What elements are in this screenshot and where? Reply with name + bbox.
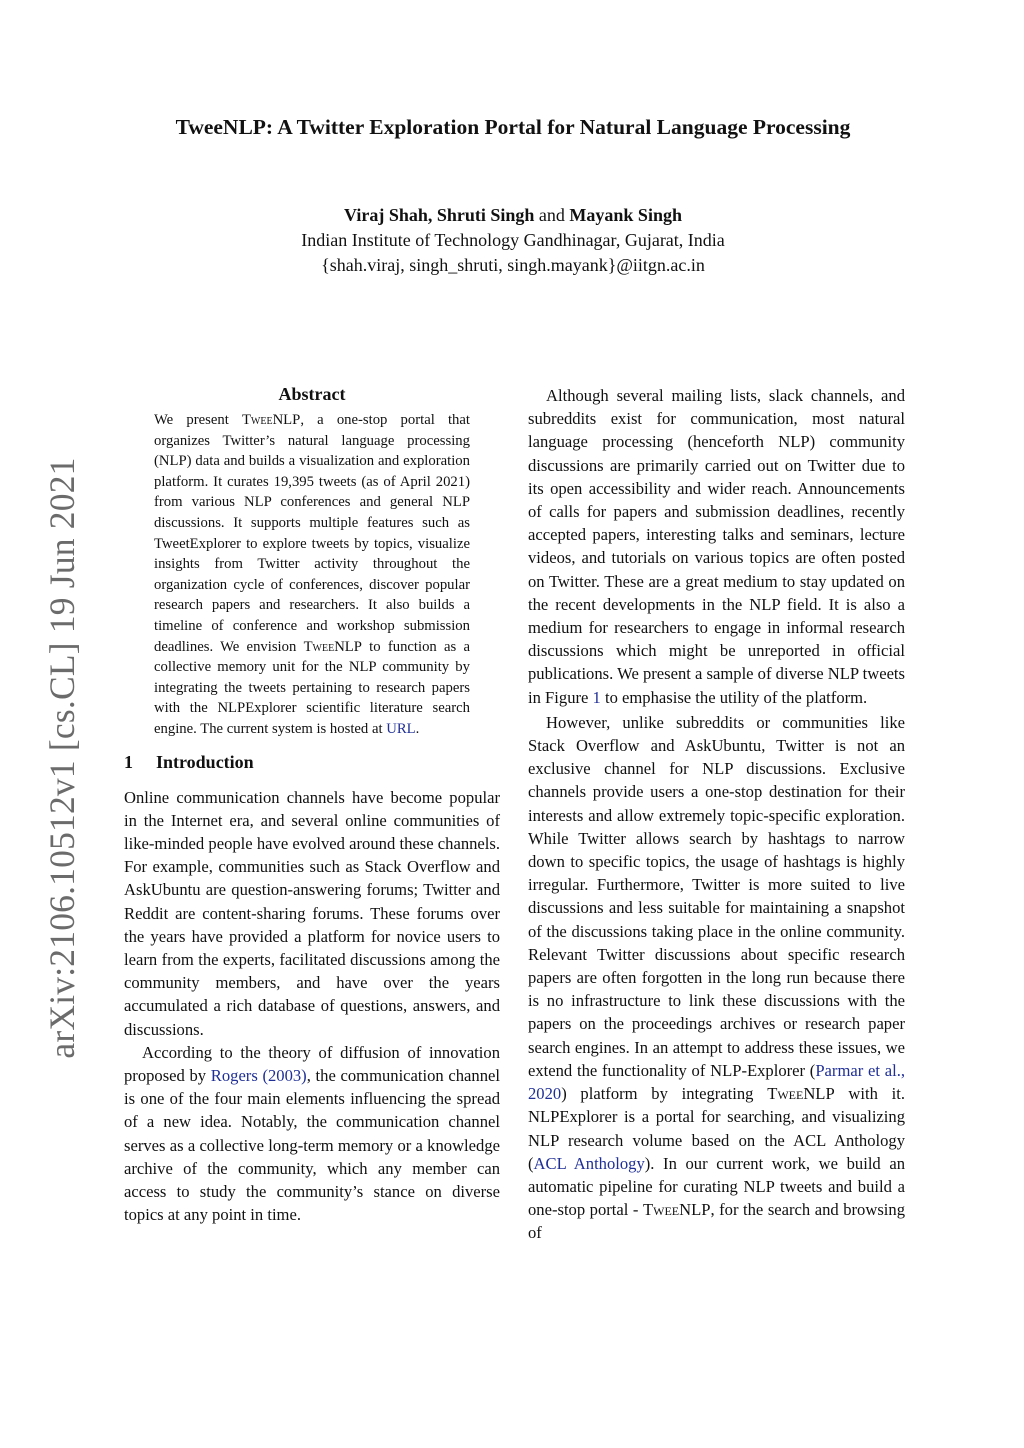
figure-ref[interactable]: 1 — [592, 687, 601, 707]
right-paragraph-1 — [528, 384, 905, 709]
affiliation: Indian Institute of Technology Gandhinagar, Gujarat, India — [301, 230, 725, 250]
right-text-part: ). In our current work, we build an automatic pipeline for curating NLP tweets and build a one-stop portal - — [528, 1153, 905, 1220]
left-column — [124, 382, 500, 1226]
author-names — [100, 203, 926, 228]
right-column — [528, 384, 905, 1245]
intro-paragraph-1: Online communication channels have become popular in the Internet era, and several online communities of like-minded people have evolved around these channels. For example, communities such as Stack Overflow and AskUbuntu are question-answering forums; Twitter and Reddit are content-sharing forums. These forums over the years have provided a platform for novice users to learn from the experts, facilitated discussions among the community members, and have over the years accumulated a rich database of questions, answers, and discussions. — [124, 787, 500, 1039]
authors-last: Mayank Singh — [569, 205, 682, 225]
tweenlp-name: TweeNLP — [303, 638, 362, 655]
abstract-text-part: We present — [154, 412, 242, 428]
right-text-part: ) platform by integrating — [561, 1084, 768, 1104]
tweenlp-name: TweeNLP — [241, 412, 301, 428]
tweenlp-name: TweeNLP — [642, 1200, 711, 1220]
right-text-part: with it. NLPExplorer is a portal for searching, and visualizing NLP research volume based on the ACL Anthology ( — [528, 1084, 905, 1173]
intro-text-part: , the communication channel is one of the four main elements influencing the spread of a new idea. Notably, the communication channel serves as a collective long-term memory or a knowledge archive of the community, which any member can access to study the community’s stance on diverse topics at any point in time. — [124, 1065, 500, 1225]
right-paragraph-2 — [528, 711, 905, 1245]
url-link[interactable]: URL — [386, 720, 416, 737]
abstract-heading: Abstract — [278, 384, 346, 404]
right-text-part: Although several mailing lists, slack channels, and subreddits exist for communication, most natural language processing (henceforth NLP) community discussions are primarily carried out on Twitter due to its open accessibility and wider reach. Announcements of calls for papers and submission deadlines, recently accepted papers, interesting talks and seminars, lecture videos, and tutorials on various topics are often posted on Twitter. These are a great medium to stay updated on the recent developments in the NLP field. It is also a medium for researchers to engage in informal research discussions which might be unreported in official publications. We present a sample of diverse NLP tweets in Figure — [528, 386, 905, 707]
authors-first: Viraj Shah, Shruti Singh — [344, 205, 535, 225]
right-text-part: , for the search and browsing of — [528, 1200, 905, 1243]
authors-and: and — [538, 205, 565, 225]
arxiv-stamp — [36, 457, 88, 1059]
section-number: 1 — [124, 751, 133, 772]
right-text-part: to emphasise the utility of the platform. — [600, 687, 868, 707]
section-title: Introduction — [156, 751, 254, 772]
abstract-text-part: to function as a collective memory unit for the NLP community by integrating the tweets pertaining to research papers with the NLPExplorer scientific literature search engine. The current system is hosted at — [154, 638, 470, 737]
abstract-text-part: . — [415, 720, 420, 737]
citation-rogers[interactable]: Rogers (2003) — [210, 1065, 307, 1085]
author-emails: {shah.viraj, singh_shruti, singh.mayank}@iitgn.ac.in — [321, 255, 705, 275]
citation-parmar[interactable]: Parmar et al., 2020 — [528, 1060, 905, 1104]
section-heading-introduction — [124, 750, 500, 774]
arxiv-id-text: arXiv:2106.10512v1 [cs.CL] 19 Jun 2021 — [42, 457, 82, 1059]
paper-title: TweeNLP: A Twitter Exploration Portal for Natural Language Processing — [175, 115, 851, 139]
tweenlp-name: TweeNLP — [767, 1084, 835, 1104]
intro-text-part: According to the theory of diffusion of innovation proposed by — [124, 1042, 500, 1085]
intro-paragraph-2 — [124, 1041, 500, 1227]
abstract-text — [154, 410, 470, 740]
author-block — [100, 203, 926, 278]
citation-acl-anthology[interactable]: ACL Anthology — [533, 1153, 645, 1173]
abstract-text-part: , a one-stop portal that organizes Twitter’s natural language processing (NLP) data and builds a visualization and exploration platform. It curates 19,395 tweets (as of April 2021) from various NLP conferences and general NLP discussions. It supports multiple features such as TweetExplorer to explore tweets by topics, visualize insights from Twitter activity throughout the organization cycle of conferences, discover popular research papers and researchers. It also builds a timeline of conference and workshop submission deadlines. We envision — [154, 412, 470, 655]
right-text-part: However, unlike subreddits or communities like Stack Overflow and AskUbuntu, Twitter is not an exclusive channel for NLP discussions. Exclusive channels provide users a one-stop destination for their interests and allow extremely topic-specific exploration. While Twitter allows search by hashtags to narrow down to specific topics, the usage of hashtags is highly irregular. Furthermore, Twitter is more suited to live discussions and less suitable for maintaining a snapshot of the discussions taking place in the online community. Relevant Twitter discussions about specific research papers are often forgotten in the long run because there is no infrastructure to link these discussions with the papers on the proceedings archives or research paper search engines. In an attempt to address these issues, we extend the functionality of NLP-Explorer ( — [528, 712, 905, 1080]
